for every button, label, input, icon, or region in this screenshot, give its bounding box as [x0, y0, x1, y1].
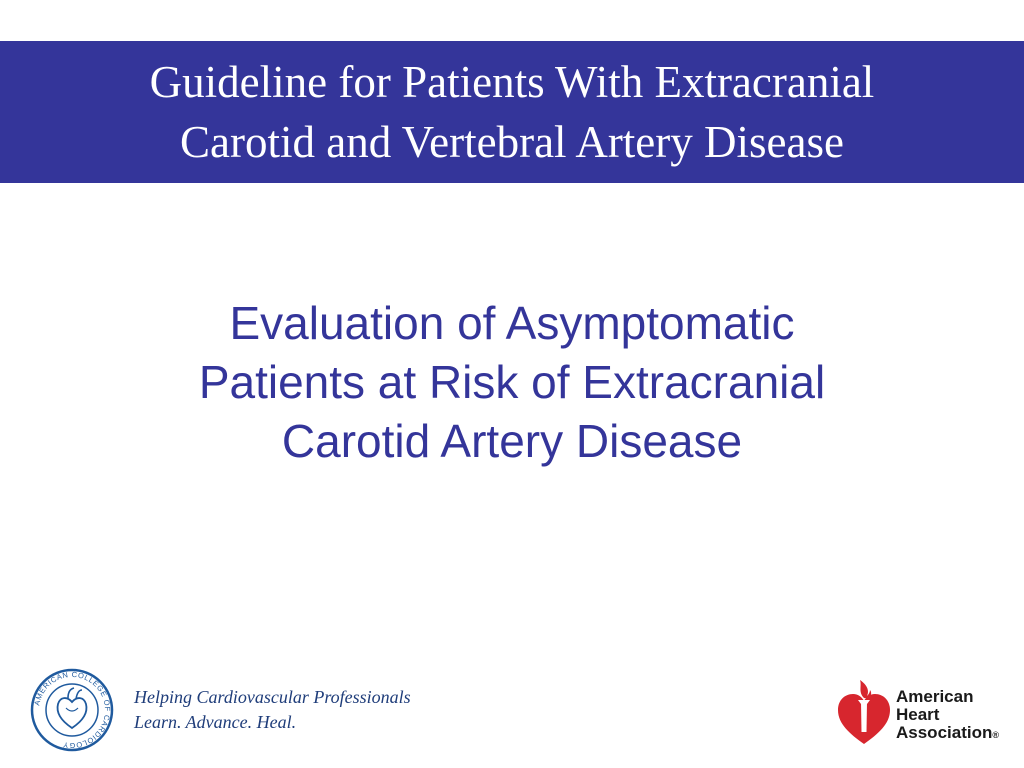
svg-text:AMERICAN COLLEGE OF CARDIOLOGY: AMERICAN COLLEGE OF CARDIOLOGY	[32, 669, 113, 751]
title-line-1: Guideline for Patients With Extracranial	[149, 57, 875, 107]
title-line-2: Carotid and Vertebral Artery Disease	[180, 117, 844, 167]
section-title	[0, 294, 1024, 471]
title-banner	[0, 41, 1024, 183]
section-title-line-3: Carotid Artery Disease	[281, 415, 743, 467]
aha-line-3	[896, 724, 999, 744]
acc-seal-logo	[30, 668, 114, 752]
aha-line-3-text: Association	[896, 723, 993, 742]
registered-mark: ®	[992, 730, 999, 740]
section-title-line-2: Patients at Risk of Extracranial	[198, 356, 826, 408]
aha-line-1: American	[896, 687, 974, 706]
acc-tagline	[134, 685, 411, 735]
acc-tagline-line-2: Learn. Advance. Heal.	[134, 712, 297, 732]
section-title-line-1: Evaluation of Asymptomatic	[229, 297, 795, 349]
aha-heart-torch-icon	[836, 678, 892, 746]
aha-logo	[836, 678, 999, 746]
acc-branding	[30, 669, 411, 751]
acc-tagline-line-1: Helping Cardiovascular Professionals	[134, 687, 411, 707]
aha-wordmark	[896, 688, 999, 744]
aha-line-2: Heart	[896, 705, 940, 724]
